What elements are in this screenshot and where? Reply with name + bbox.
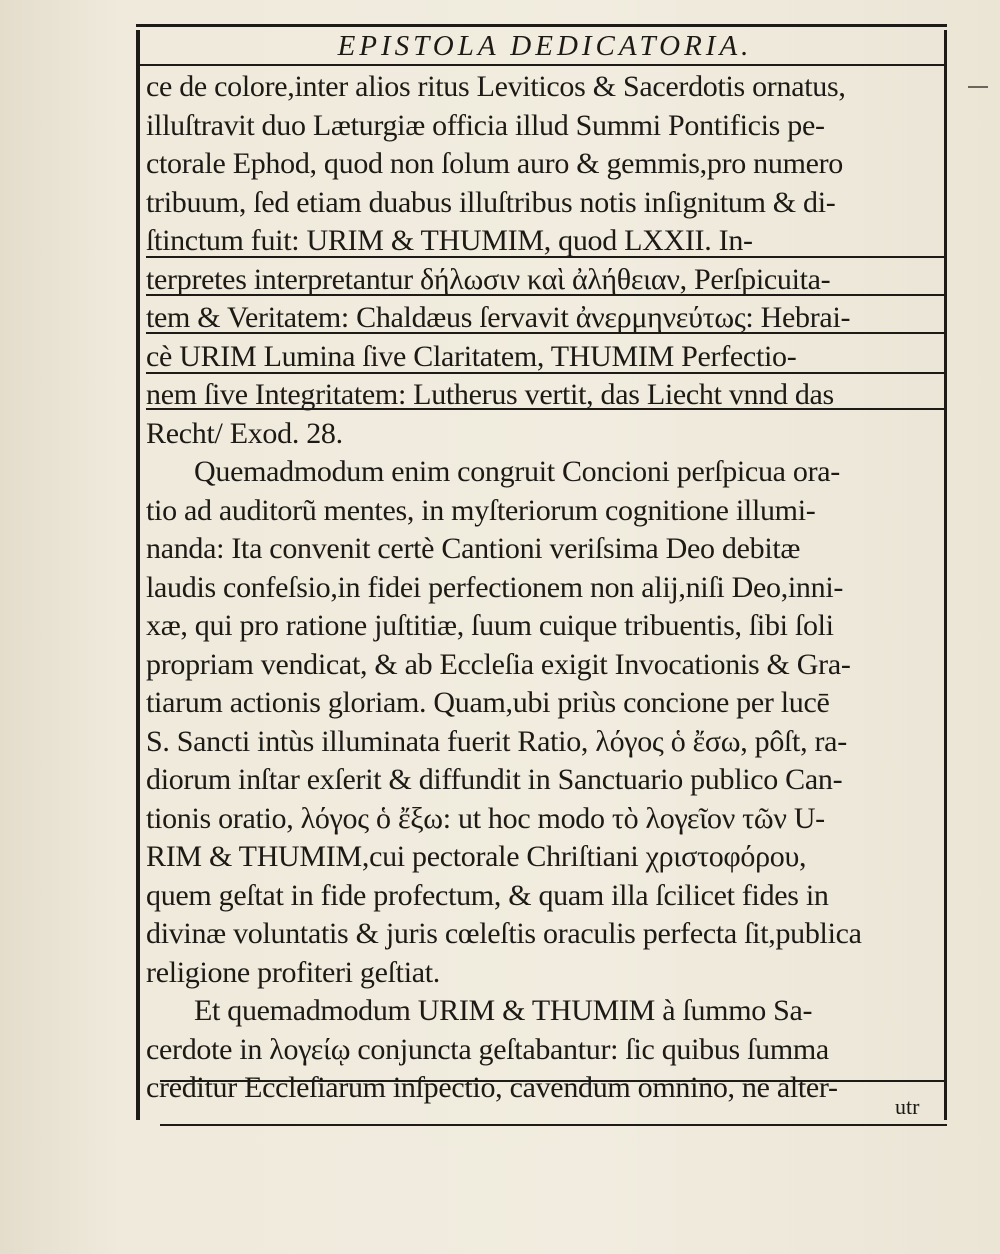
text-line: terpretes interpretantur δήλωσιν καὶ ἀλήθειαν, Perſpicuita- — [146, 262, 831, 296]
catchword: utr — [895, 1094, 920, 1119]
bottom-rule-lower — [160, 1124, 947, 1126]
text-line: ce de colore,inter alios ritus Leviticos & Sacerdotis ornatus, — [146, 70, 846, 103]
text-line: xæ, qui pro ratione juſtitiæ, ſuum cuique tribuentis, ſibi ſoli — [146, 609, 834, 642]
text-line: tribuum, ſed etiam duabus illuſtribus notis inſignitum & di- — [146, 185, 836, 219]
text-line: nem ſive Integritatem: Lutherus vertit, das Liecht vnnd das — [146, 378, 834, 411]
paragraph-start-line: Et quemadmodum URIM & THUMIM à ſummo Sa- — [194, 994, 813, 1027]
text-line: tiarum actionis gloriam. Quam,ubi priùs concione per lucē — [146, 686, 830, 719]
paragraph-start-line: Quemadmodum enim congruit Concioni perſpicua ora- — [194, 455, 840, 488]
text-line: ctorale Ephod, quod non ſolum auro & gemmis,pro numero — [146, 147, 844, 180]
text-block — [146, 68, 946, 1108]
text-line: ſtinctum fuit: URIM & THUMIM, quod LXXII. In- — [146, 224, 753, 257]
text-line: quem geſtat in fide profectum, & quam illa ſcilicet fides in — [146, 878, 829, 912]
text-line: cè URIM Lumina ſive Claritatem, THUMIM Perfectio- — [146, 339, 797, 373]
text-line: tem & Veritatem: Chaldæus ſervavit ἀνερμηνεύτως: Hebrai- — [146, 301, 851, 334]
text-line: religione profiteri geſtiat. — [146, 955, 440, 989]
text-line: diorum inſtar exſerit & diffundit in Sanctuario publico Can- — [146, 763, 843, 796]
text-line: S. Sancti intùs illuminata fuerit Ratio, λόγος ὁ ἔσω, pôſt, ra- — [146, 724, 847, 758]
text-line: cerdote in λογείῳ conjuncta geſtabantur: ſic quibus ſumma — [146, 1032, 829, 1066]
left-border-rule — [136, 30, 140, 1120]
text-line: tionis oratio, λόγος ὁ ἔξω: ut hoc modo τὸ λογεῖον τῶν U- — [146, 801, 825, 835]
text-line: Recht/ Exod. 28. — [146, 416, 343, 450]
text-line: divinæ voluntatis & juris cœleſtis oraculis perfecta ſit,publica — [146, 917, 862, 950]
text-line: laudis confeſsio,in fidei perfectionem non alij,niſi Deo,inni- — [146, 570, 844, 604]
text-line: illuſtravit duo Læturgiæ officia illud Summi Pontificis pe- — [146, 108, 825, 142]
text-line: creditur Eccleſiarum inſpectio, cavendum omnino, ne alter- — [146, 1071, 838, 1104]
text-line: nanda: Ita convenit certè Cantioni veriſsima Deo debitæ — [146, 532, 801, 565]
margin-mark — [968, 86, 988, 88]
text-line: RIM & THUMIM,cui pectorale Chriſtiani χριστοφόρου, — [146, 840, 807, 873]
text-line: tio ad auditorũ mentes, in myſteriorum cognitione illumi- — [146, 493, 816, 527]
text-line: propriam vendicat, & ab Eccleſia exigit Invocationis & Gra- — [146, 647, 851, 681]
running-header: EPISTOLA DEDICATORIA. — [337, 29, 753, 62]
